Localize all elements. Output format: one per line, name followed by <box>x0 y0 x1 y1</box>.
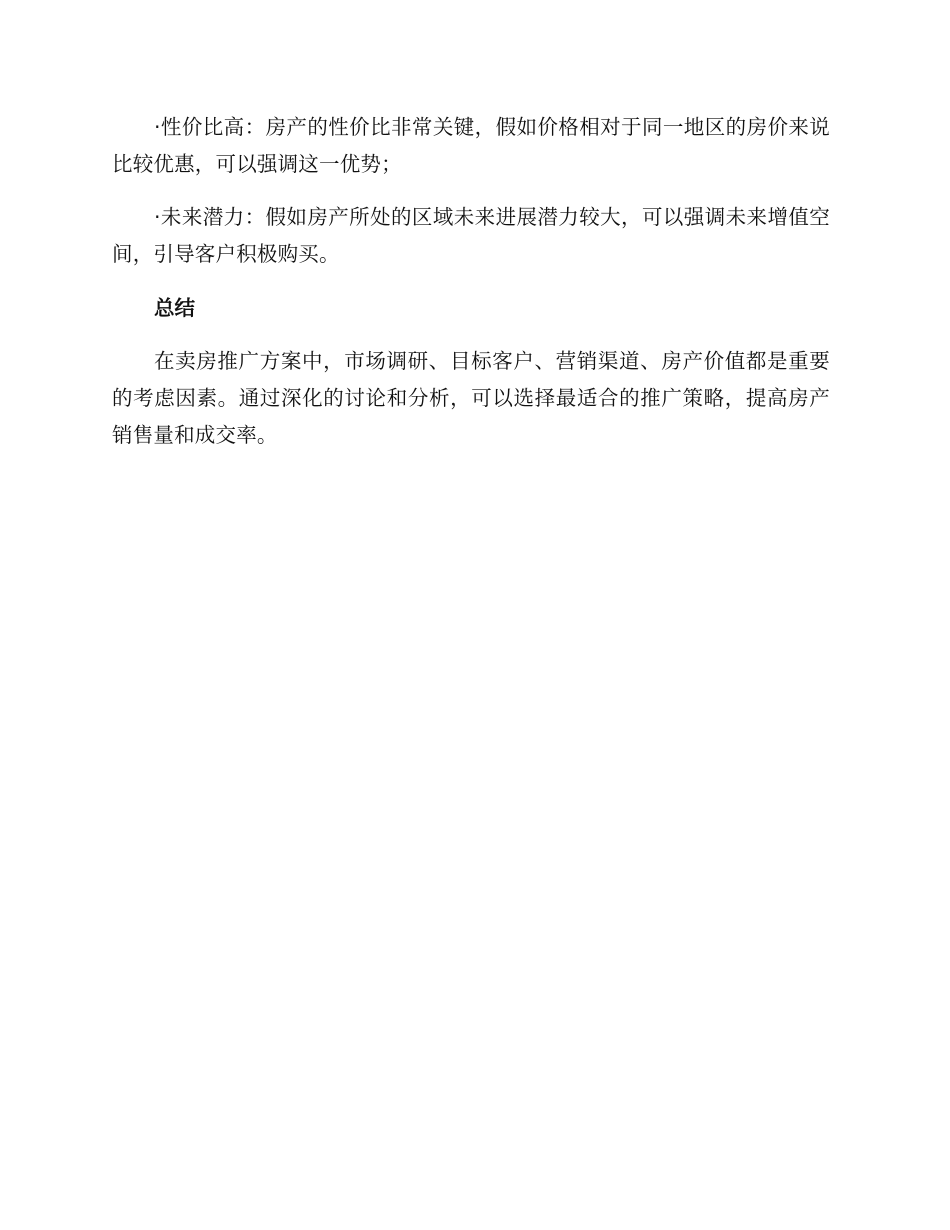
summary-heading: 总结 <box>154 296 195 320</box>
document-body <box>112 109 830 454</box>
summary-paragraph: 在卖房推广方案中，市场调研、目标客户、营销渠道、房产价值都是重要的考虑因素。通过深化的讨论和分析，可以选择最适合的推广策略，提高房产销售量和成交率。 <box>112 349 830 447</box>
bullet-future-potential: ·未来潜力：假如房产所处的区域未来进展潜力较大，可以强调未来增值空间，引导客户积极购买。 <box>112 205 830 266</box>
bullet-value-for-money: ·性价比高：房产的性价比非常关键，假如价格相对于同一地区的房价来说比较优惠，可以强调这一优势； <box>112 115 830 176</box>
